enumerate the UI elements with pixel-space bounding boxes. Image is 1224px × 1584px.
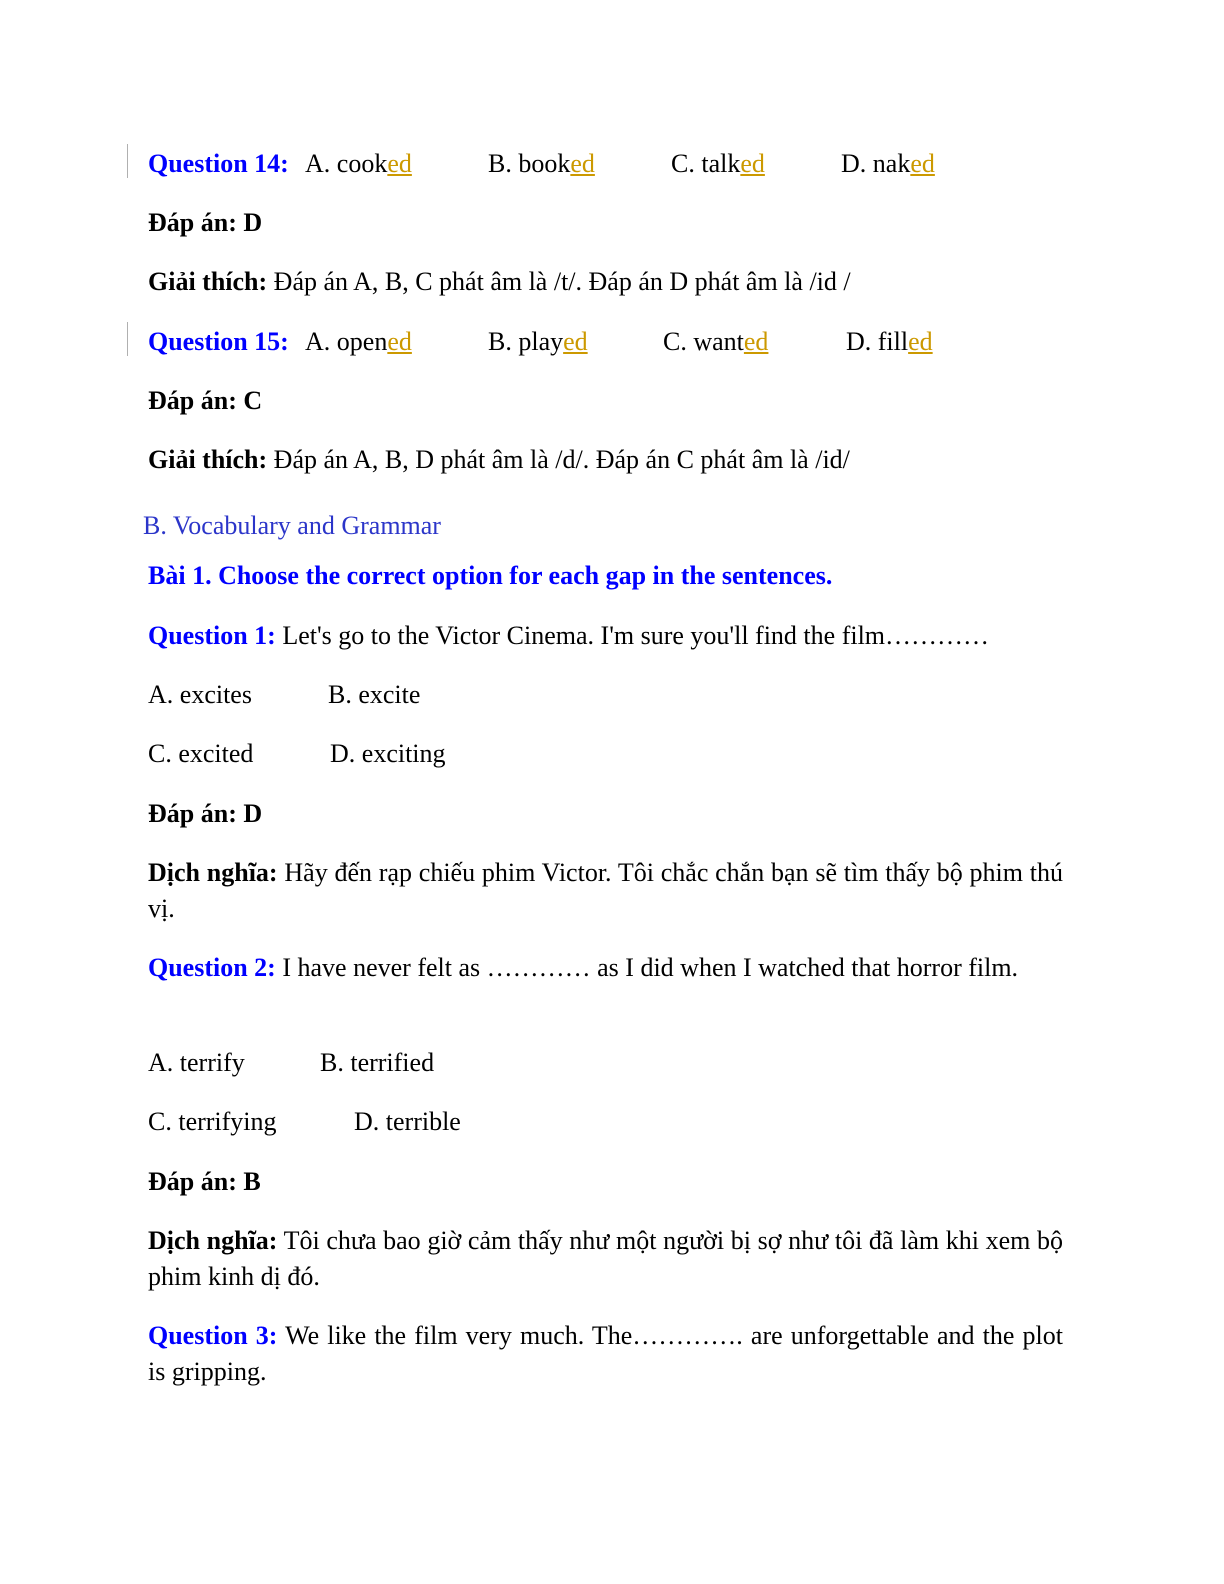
v1-option-b: B. excite — [328, 680, 421, 709]
q15-option-c: C. wanted — [663, 327, 769, 356]
q14-option-c: C. talked — [671, 149, 765, 178]
q15-explanation-text: Đáp án A, B, D phát âm là /d/. Đáp án C phát âm là /id/ — [267, 445, 850, 474]
q14-explanation — [148, 264, 851, 300]
v2-answer: Đáp án: B — [148, 1167, 261, 1196]
v2-translation-label: Dịch nghĩa: — [148, 1226, 278, 1255]
vocab-question-3 — [148, 1318, 1063, 1390]
q14-explanation-label: Giải thích: — [148, 267, 268, 296]
v1-translation — [148, 855, 1063, 927]
q14-answer: Đáp án: D — [148, 208, 263, 237]
q15-explanation-label: Giải thích: — [148, 445, 268, 474]
exercise-title: Bài 1. Choose the correct option for each gap in the sentences. — [148, 561, 833, 590]
q14-explanation-text: Đáp án A, B, C phát âm là /t/. Đáp án D phát âm là /id / — [267, 267, 851, 296]
revision-margin-bar — [127, 322, 128, 356]
question-15-label: Question 15: — [148, 327, 289, 356]
q14-option-a: A. cooked — [305, 149, 412, 178]
question-14-line — [148, 146, 1048, 182]
v2-option-c: C. terrifying — [148, 1107, 277, 1136]
vocab-question-2-label: Question 2: — [148, 953, 276, 982]
v1-translation-label: Dịch nghĩa: — [148, 858, 278, 887]
q15-option-b: B. played — [488, 327, 588, 356]
v1-option-c: C. excited — [148, 739, 254, 768]
vocab-question-3-label: Question 3: — [148, 1321, 278, 1350]
v2-translation — [148, 1223, 1063, 1295]
q15-option-d: D. filled — [846, 327, 933, 356]
vocab-question-2 — [148, 950, 1063, 986]
revision-margin-bar — [127, 144, 128, 178]
vocab-question-1 — [148, 618, 989, 654]
q15-explanation — [148, 442, 850, 478]
question-14-label: Question 14: — [148, 149, 289, 178]
q14-option-d: D. naked — [841, 149, 935, 178]
v1-translation-text: Hãy đến rạp chiếu phim Victor. Tôi chắc chắn bạn sẽ tìm thấy bộ phim thú vị. — [148, 858, 1063, 923]
vocab-question-3-text: We like the film very much. The…………. are unforgettable and the plot is gripping. — [148, 1321, 1064, 1386]
vocab-question-1-text: Let's go to the Victor Cinema. I'm sure you'll find the film………… — [275, 621, 990, 650]
q15-answer: Đáp án: C — [148, 386, 263, 415]
vocab-question-2-text: I have never felt as ………… as I did when I watched that horror film. — [275, 953, 1019, 982]
section-title: B. Vocabulary and Grammar — [143, 511, 441, 540]
vocab-question-1-label: Question 1: — [148, 621, 276, 650]
v2-option-b: B. terrified — [320, 1048, 435, 1077]
v2-option-a: A. terrify — [148, 1048, 245, 1077]
question-15-line — [148, 324, 1048, 360]
q15-option-a: A. opened — [305, 327, 412, 356]
v1-option-d: D. exciting — [330, 739, 446, 768]
v2-option-d: D. terrible — [354, 1107, 461, 1136]
v2-translation-text: Tôi chưa bao giờ cảm thấy như một người bị sợ như tôi đã làm khi xem bộ phim kinh dị đó. — [148, 1226, 1063, 1291]
v1-option-a: A. excites — [148, 680, 252, 709]
v1-answer: Đáp án: D — [148, 799, 263, 828]
q14-option-b: B. booked — [488, 149, 595, 178]
